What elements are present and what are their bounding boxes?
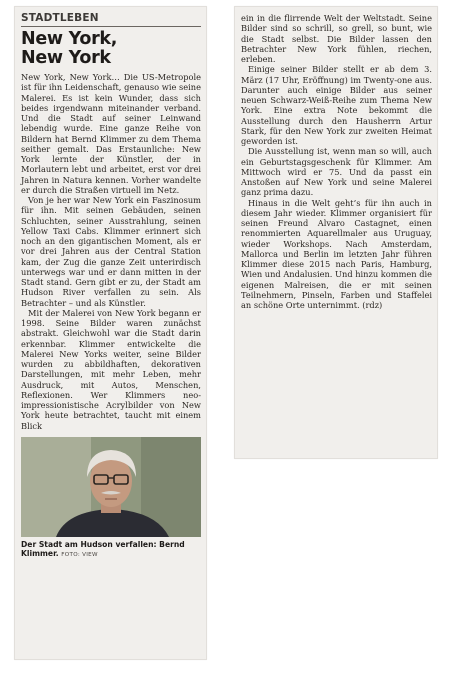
portrait-photo [21, 437, 201, 537]
body-paragraph: Hinaus in die Welt geht’s für ihn auch in diesem Jahr wieder. Klimmer organisiert für seinen Freund Alvaro Castagnet, einen renommierten Aquarellmaler aus Uruguay, wieder Workshops. Nach Amsterdam, Mallorca und Berlin im letzten Jahr führen Klimmer diese 2015 nach Paris, Hamburg, Wien und Andalusien. Und hinzu kommen die eigenen Malreisen, die er mit seinen Teilnehmern, Pinseln, Farben und Staffelei an schöne Orte unternimmt. (rdz) [241, 197, 433, 310]
body-paragraph: Einige seiner Bilder stellt er ab dem 3. März (17 Uhr, Eröffnung) im Twenty-one aus. Darunter auch einige Bilder aus seiner neuen Schwarz-Weiß-Reihe zum Thema New York. Eine extra Note bekommt die Ausstellung durch den Hausherrn Artur Stark, für den New York zur zweiten Heimat geworden ist. [241, 64, 432, 146]
body-paragraph: New York, New York… Die US-Metropole ist für ihn Leidenschaft, genauso wie seine Malerei. Es ist kein Wunder, dass sich beides irgendwann miteinander verband. Und die Stadt auf seiner Leinwand lebendig wurde. Eine ganze Reihe von Bildern hat Bernd Klimmer zu dem Thema seither gemalt. Das Erstaunliche: New York lernte der Künstler, der in Morlautern lebt und arbeitet, erst vor drei Jahren in Natura kennen. Vorher wandelte er durch die Straßen virtuell im Netz. [21, 72, 201, 195]
newspaper-clipping-right-column [234, 6, 438, 459]
body-paragraph: Die Ausstellung ist, wenn man so will, auch ein Geburtstagsgeschenk für Klimmer. Am Mittwoch wird er 75. Und da passt ein Anstoßen auf New York und seine Malerei ganz prima dazu. [241, 146, 432, 198]
body-paragraph: ein in die flirrende Welt der Weltstadt. Seine Bilder sind so schrill, so grell, so bunt, wie die Stadt selbst. Die Bilder lassen den Betrachter New York fühlen, riechen, erleben. [241, 13, 432, 64]
body-paragraph: Von je her war New York ein Faszinosum für ihn. Mit seinen Gebäuden, seinen Schluchten, seiner Ausstrahlung, seinen Yellow Taxi Cabs. Klimmer erinnert sich noch an den gigantischen Moment, als er vor drei Jahren aus der Central Station kam, der Zug die ganze Zeit unterirdisch unterwegs war und er dann mitten in der Stadt stand. Gern gibt er zu, der Stadt am Hudson River verfallen zu sein. Als Betrachter – und als Künstler. [21, 195, 201, 308]
photo-credit: FOTO: VIEW [61, 552, 98, 559]
left-text-column [21, 72, 201, 431]
article-headline [21, 30, 201, 68]
caption-text: Der Stadt am Hudson verfallen: Bernd Klimmer. [21, 539, 185, 559]
body-paragraph: Mit der Malerei von New York begann er 1998. Seine Bilder waren zunächst abstrakt. Gleichwohl war die Stadt darin erkennbar. Klimmer entwickelte die Malerei New Yorks weiter, seine Bilder wurden zu abbildhaften, dekorativen Darstellungen, mit mehr Leben, mehr Ausdruck, mit Autos, Menschen, Reflexionen. Wer Klimmers neo-impressionistische Acrylbilder von New York heute betrachtet, taucht mit einem Blick [21, 307, 201, 431]
headline-line-2: New York [21, 48, 111, 68]
newspaper-clipping-left-column [14, 6, 207, 660]
section-rubric: STADTLEBEN [21, 12, 201, 27]
headline-line-1: New York, [21, 29, 118, 49]
right-text-column [241, 13, 432, 310]
photo-caption [21, 540, 201, 561]
portrait-illustration [21, 437, 201, 537]
